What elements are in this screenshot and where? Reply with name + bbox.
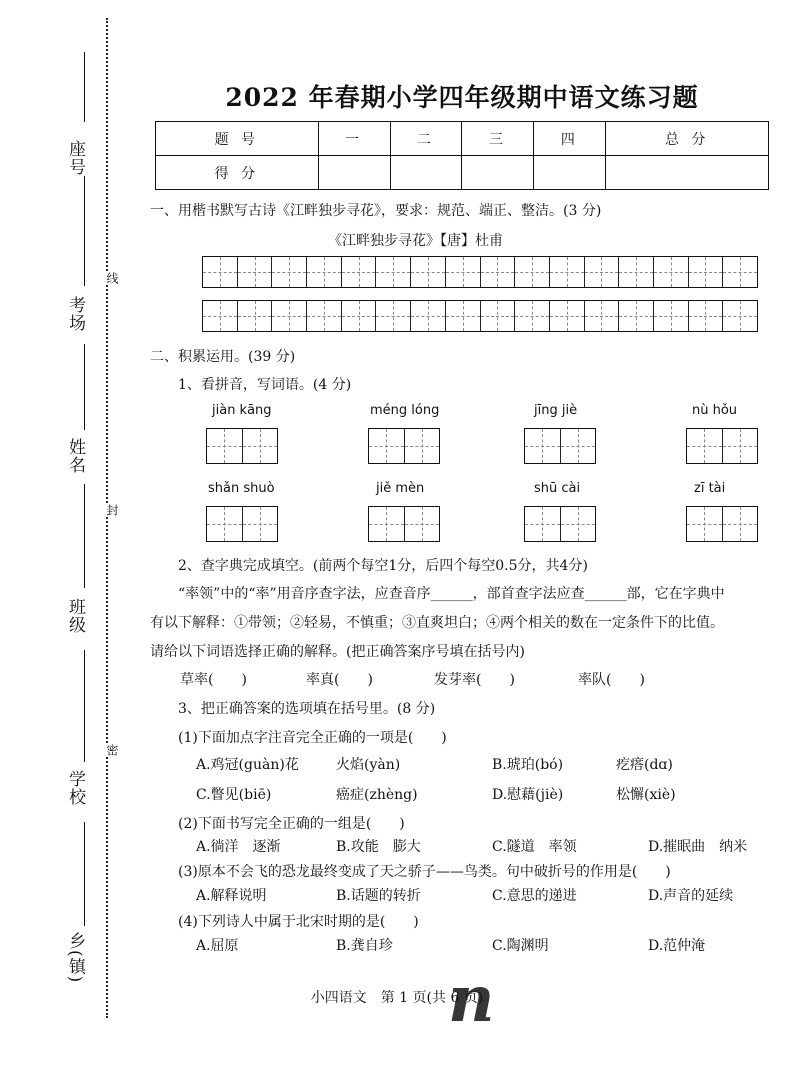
pinyin-label: méng lóng xyxy=(370,403,440,418)
q3-sub1-option-a[interactable]: 火焰(yàn) xyxy=(336,757,401,773)
q3-sub1-option-d[interactable]: D.慰藉(jiè) xyxy=(492,787,564,803)
score-input-cell[interactable] xyxy=(390,156,462,190)
score-header-cell: 题 号 xyxy=(156,122,319,156)
pinyin-label: shǎn shuò xyxy=(208,481,275,496)
score-input-cell[interactable] xyxy=(462,156,534,190)
score-header-cell: 三 xyxy=(462,122,534,156)
score-row-label: 得 分 xyxy=(156,156,319,190)
q3-sub3-option[interactable]: A.解释说明 xyxy=(196,888,267,904)
margin-line-school xyxy=(84,650,85,762)
q3-sub3-option[interactable]: C.意思的递进 xyxy=(492,888,577,904)
q2-word-item[interactable]: 率队( ) xyxy=(578,672,645,688)
pinyin-label: zī tài xyxy=(694,481,726,496)
answer-box[interactable] xyxy=(524,428,596,464)
margin-label-class: 班级 xyxy=(65,598,85,634)
answer-box[interactable] xyxy=(686,506,758,542)
margin-label-town: 乡(镇) xyxy=(65,932,85,984)
answer-box[interactable] xyxy=(206,428,278,464)
pinyin-label: jiě mèn xyxy=(376,481,425,496)
binding-dotted-line xyxy=(106,18,108,1018)
answer-box[interactable] xyxy=(524,506,596,542)
q3-sub1-option-c[interactable]: C.瞥见(biē) xyxy=(196,787,272,803)
q3-sub3-stem: (3)原本不会飞的恐龙最终变成了天之骄子——鸟类。句中破折号的作用是( ) xyxy=(178,864,671,880)
answer-box[interactable] xyxy=(368,428,440,464)
q3-sub4-option[interactable]: D.范仲淹 xyxy=(648,938,706,954)
q3-sub3-option[interactable]: B.话题的转折 xyxy=(336,888,421,904)
exam-title: 2022 年春期小学四年级期中语文练习题 xyxy=(225,83,699,112)
q3-sub1-stem: (1)下面加点字注音完全正确的一项是( ) xyxy=(178,730,447,746)
q2-text-line-3: 请给以下词语选择正确的解释。(把正确答案序号填在括号内) xyxy=(150,644,525,660)
q3-heading: 3、把正确答案的选项填在括号里。(8 分) xyxy=(178,701,436,717)
q2-text-line-2: 有以下解释：①带领；②轻易，不慎重；③直爽坦白；④两个相关的数在一定条件下的比值。 xyxy=(150,615,724,631)
answer-box[interactable] xyxy=(368,506,440,542)
score-input-cell[interactable] xyxy=(534,156,606,190)
q3-sub2-stem: (2)下面书写完全正确的一组是( ) xyxy=(178,816,405,832)
writing-grid-row-1[interactable] xyxy=(202,256,758,288)
q3-sub2-option[interactable]: B.攻能 膨大 xyxy=(336,839,421,855)
answer-box[interactable] xyxy=(206,506,278,542)
pinyin-label: nù hǒu xyxy=(692,403,738,418)
q3-sub3-option[interactable]: D.声音的延续 xyxy=(648,888,734,904)
score-header-cell: 一 xyxy=(318,122,390,156)
page-footer: 小四语文 第 1 页(共 6 页) xyxy=(310,990,484,1006)
score-header-cell: 二 xyxy=(390,122,462,156)
binding-mark-mi: 密 xyxy=(105,744,119,756)
q2-heading: 2、查字典完成填空。(前两个每空1分，后四个每空0.5分，共4分) xyxy=(178,558,588,574)
margin-label-name: 姓名 xyxy=(65,438,85,474)
score-table-score-row xyxy=(156,156,769,190)
q1-heading: 1、看拼音，写词语。(4 分) xyxy=(178,377,352,393)
score-header-cell: 四 xyxy=(534,122,606,156)
binding-mark-xian: 线 xyxy=(105,272,119,284)
score-table xyxy=(155,121,769,190)
q3-sub1-option-c[interactable]: 癌症(zhèng) xyxy=(336,787,418,803)
q2-word-item[interactable]: 发芽率( ) xyxy=(434,672,515,688)
margin-line-town xyxy=(84,822,85,926)
pinyin-label: jīng jiè xyxy=(534,403,578,418)
score-input-cell[interactable] xyxy=(318,156,390,190)
watermark-logo: n xyxy=(448,962,495,1037)
answer-box[interactable] xyxy=(686,428,758,464)
q3-sub1-option-b[interactable]: 疙瘩(dɑ) xyxy=(616,757,673,773)
q3-sub4-option[interactable]: A.屈原 xyxy=(196,938,239,954)
writing-grid-row-2[interactable] xyxy=(202,300,758,332)
q3-sub1-option-a[interactable]: A.鸡冠(guàn)花 xyxy=(196,757,299,773)
q3-sub4-option[interactable]: C.陶渊明 xyxy=(492,938,549,954)
score-input-cell[interactable] xyxy=(606,156,769,190)
section2-heading: 二、积累运用。(39 分) xyxy=(150,349,296,365)
section1-heading: 一、用楷书默写古诗《江畔独步寻花》，要求：规范、端正、整洁。(3 分) xyxy=(150,203,602,219)
q2-word-item[interactable]: 率真( ) xyxy=(306,672,373,688)
q3-sub2-option[interactable]: C.隧道 率领 xyxy=(492,839,577,855)
q3-sub2-option[interactable]: A.徜洋 逐渐 xyxy=(196,839,281,855)
margin-label-seat: 座号 xyxy=(65,140,85,176)
margin-line-room xyxy=(84,176,85,286)
pinyin-label: shū cài xyxy=(534,481,581,496)
q3-sub2-option[interactable]: D.摧眠曲 纳米 xyxy=(648,839,748,855)
pinyin-label: jiàn kāng xyxy=(212,403,272,418)
poem-title: 《江畔独步寻花》【唐】杜甫 xyxy=(328,233,503,249)
q2-text-line-1: “率领”中的“率”用音序查字法，应查音序______，部首查字法应查______部，它在字典中 xyxy=(178,586,725,602)
margin-line-name xyxy=(84,344,85,430)
binding-mark-feng: 封 xyxy=(105,504,119,516)
margin-line-class xyxy=(84,484,85,588)
q2-word-item[interactable]: 草率( ) xyxy=(180,672,247,688)
score-table-header-row xyxy=(156,122,769,156)
q3-sub1-option-d[interactable]: 松懈(xiè) xyxy=(616,787,676,803)
q3-sub4-option[interactable]: B.龚自珍 xyxy=(336,938,393,954)
margin-label-school: 学校 xyxy=(65,770,85,806)
q3-sub1-option-b[interactable]: B.琥珀(bó) xyxy=(492,757,564,773)
q3-sub4-stem: (4)下列诗人中属于北宋时期的是( ) xyxy=(178,914,419,930)
margin-label-room: 考场 xyxy=(65,296,85,332)
score-header-cell: 总 分 xyxy=(606,122,769,156)
margin-line-seat xyxy=(84,52,85,122)
